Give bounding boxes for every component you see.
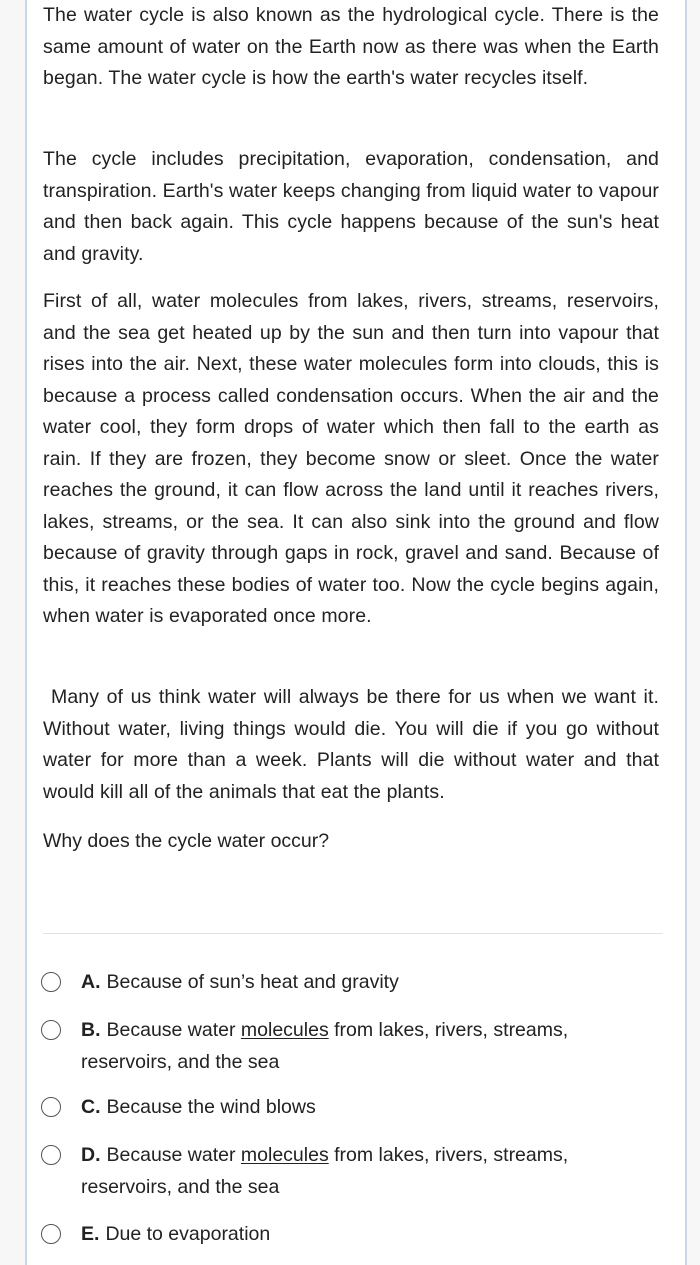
divider (43, 933, 663, 934)
option-letter-a: A. (81, 971, 101, 993)
passage-paragraph-1: The water cycle is also known as the hydrological cycle. There is the same amount of water on the Earth now as there was when the Earth began. The water cycle is how the earth's water recycles itself. (43, 4, 659, 89)
radio-button-d[interactable] (41, 1145, 61, 1165)
option-text-d-post: from lakes, rivers, streams, reservoirs, and the sea (81, 1144, 569, 1198)
passage-paragraph-3: First of all, water molecules from lakes, rivers, streams, reservoirs, and the sea get heated up by the sun and then turn into vapour that rises into the air. Next, these water molecules form into clouds, this is because a process called condensation occurs. When the air and the water cool, they form drops of water which then fall to the earth as rain. If they are frozen, they become snow or sleet. Once the water reaches the ground, it can flow across the land until it reaches rivers, lakes, streams, or the sea. It can also sink into the ground and flow because of gravity through gaps in rock, gravel and sand. Because of this, it reaches these bodies of water too. Now the cycle begins again, when water is evaporated once more. (43, 290, 659, 627)
radio-button-b[interactable] (41, 1020, 61, 1040)
option-letter-e: E. (81, 1223, 100, 1245)
question-prompt: Why does the cycle water occur? (43, 830, 330, 852)
option-text-a: Because of sun’s heat and gravity (106, 971, 399, 993)
option-text-d-underlined: molecules (240, 1144, 329, 1166)
option-letter-b: B. (81, 1019, 101, 1041)
option-text-c: Because the wind blows (106, 1096, 316, 1118)
radio-button-c[interactable] (41, 1097, 61, 1117)
option-text-d-pre: Because water (106, 1144, 241, 1166)
option-text-e: Due to evaporation (105, 1223, 271, 1245)
option-letter-d: D. (81, 1144, 101, 1166)
radio-button-e[interactable] (41, 1224, 61, 1244)
radio-button-a[interactable] (41, 972, 61, 992)
passage-paragraph-2: The cycle includes precipitation, evaporation, condensation, and transpiration. Earth's water keeps changing from liquid water to vapour and then back again. This cycle happens because of the sun's heat and gravity. (43, 148, 659, 265)
content-panel (25, 0, 687, 1265)
option-letter-c: C. (81, 1096, 101, 1118)
option-text-b-pre: Because water (106, 1019, 241, 1041)
option-text-b-underlined: molecules (240, 1019, 329, 1041)
passage-paragraph-4: Many of us think water will always be there for us when we want it. Without water, living things would die. You will die if you go without water for more than a week. Plants will die without water and that would kill all of the animals that eat the plants. (43, 686, 659, 803)
option-text-b-post: from lakes, rivers, streams, reservoirs, and the sea (81, 1019, 569, 1073)
